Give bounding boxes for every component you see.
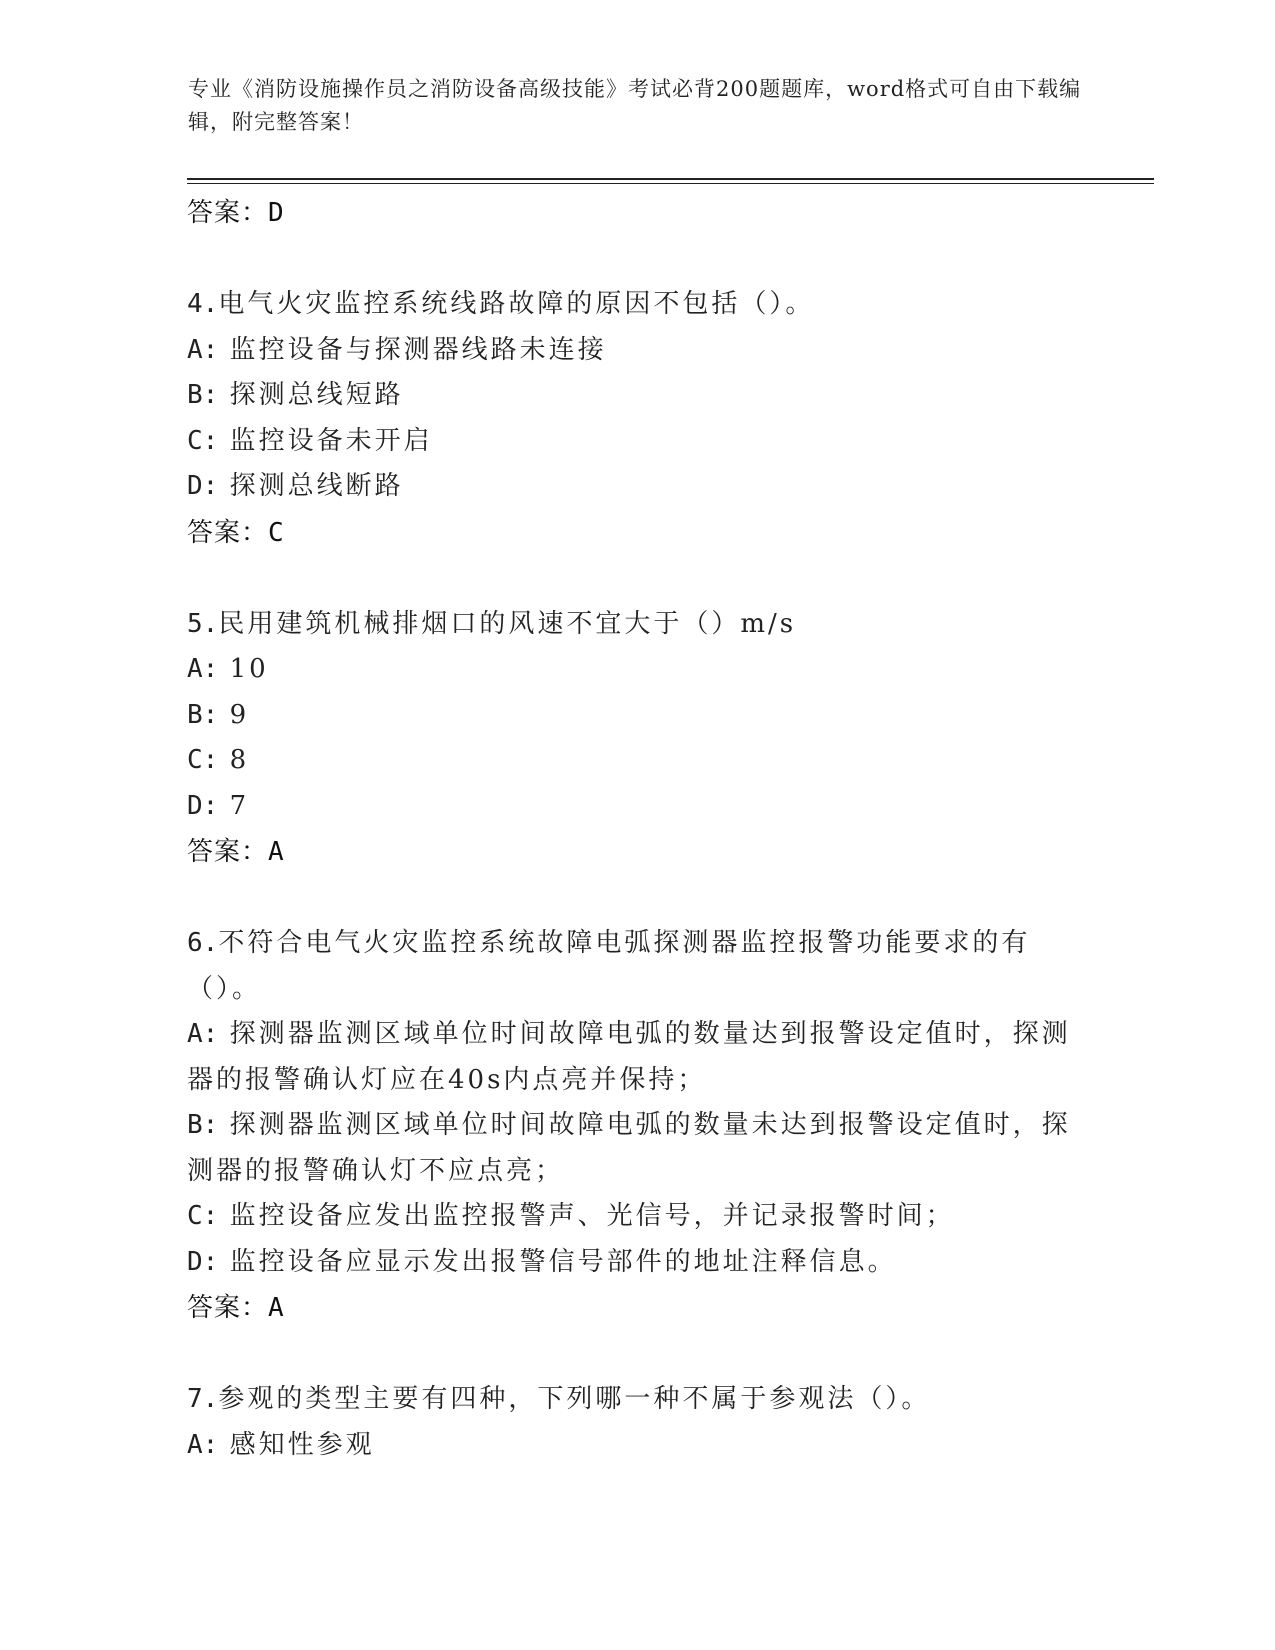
answer-line: 答案：A: [187, 1293, 285, 1323]
option-text: 监控设备应显示发出报警信号部件的地址注释信息。: [229, 1246, 897, 1277]
option-a: [187, 1423, 1087, 1469]
option-letter: A:: [187, 654, 219, 684]
document-header: 专业《消防设施操作员之消防设备高级技能》考试必背200题题库，word格式可自由下载编辑，附完整答案！: [188, 77, 1082, 134]
option-letter: D:: [187, 471, 219, 501]
option-letter: C:: [187, 745, 219, 775]
question-text: [187, 602, 1087, 648]
option-text: 9: [229, 699, 250, 730]
option-b: [187, 1103, 1087, 1194]
question-block: [187, 1377, 1087, 1468]
option-a: [187, 1012, 1087, 1103]
option-a: [187, 647, 1087, 693]
option-text: 8: [229, 745, 250, 775]
option-text: 感知性参观: [229, 1429, 375, 1460]
option-letter: B:: [187, 1110, 219, 1140]
question-number: 4.: [187, 289, 219, 319]
answer-line: 答案：A: [187, 837, 285, 867]
option-text: 探测器监测区域单位时间故障电弧的数量未达到报警设定值时，探测器的报警确认灯不应点亮；: [187, 1110, 1071, 1186]
header-divider: [187, 178, 1154, 180]
question-block: [187, 282, 1087, 556]
option-text: 监控设备应发出监控报警声、光信号，并记录报警时间；: [229, 1201, 955, 1231]
option-letter: C:: [187, 425, 219, 456]
option-text: 探测总线短路: [229, 380, 404, 410]
question-block: [187, 602, 1087, 876]
option-text: 10: [229, 654, 269, 684]
option-text: 探测总线断路: [229, 471, 404, 501]
option-b: [187, 693, 1087, 739]
option-letter: A:: [187, 1429, 219, 1460]
option-text: 监控设备与探测器线路未连接: [229, 334, 607, 365]
option-c: [187, 738, 1087, 784]
question-text: [187, 1377, 1087, 1423]
option-c: [187, 1194, 1087, 1240]
option-letter: B:: [187, 380, 219, 410]
option-letter: D:: [187, 1246, 219, 1277]
option-letter: A:: [187, 334, 219, 365]
question-text: [187, 921, 1087, 1012]
answer-line: 答案：D: [187, 198, 285, 228]
option-letter: D:: [187, 790, 219, 821]
option-letter: C:: [187, 1201, 219, 1231]
option-text: 探测器监测区域单位时间故障电弧的数量达到报警设定值时，探测器的报警确认灯应在40s内点亮并保持；: [187, 1019, 1071, 1095]
option-d: [187, 1240, 1087, 1286]
option-text: 7: [229, 790, 250, 821]
question-text: [187, 282, 1087, 328]
question-block: [187, 921, 1087, 1331]
question-stem: 不符合电气火灾监控系统故障电弧探测器监控报警功能要求的有（）。: [187, 928, 1031, 1004]
question-stem: 电气火灾监控系统线路故障的原因不包括（）。: [218, 289, 815, 319]
option-d: [187, 784, 1087, 830]
option-letter: B:: [187, 699, 219, 730]
option-letter: A:: [187, 1019, 219, 1049]
header-divider-thin: [187, 183, 1154, 184]
answer-line: 答案：C: [187, 517, 285, 548]
option-b: [187, 373, 1087, 419]
question-number: 6.: [187, 928, 219, 958]
question-number: 7.: [187, 1384, 219, 1414]
option-text: 监控设备未开启: [229, 425, 433, 456]
option-d: [187, 464, 1087, 510]
question-number: 5.: [187, 608, 219, 639]
question-stem: 参观的类型主要有四种，下列哪一种不属于参观法（）。: [218, 1384, 931, 1414]
document-body: [187, 190, 1087, 1468]
question-stem: 民用建筑机械排烟口的风速不宜大于（）m/s: [218, 608, 797, 639]
option-c: [187, 419, 1087, 465]
option-a: [187, 328, 1087, 374]
